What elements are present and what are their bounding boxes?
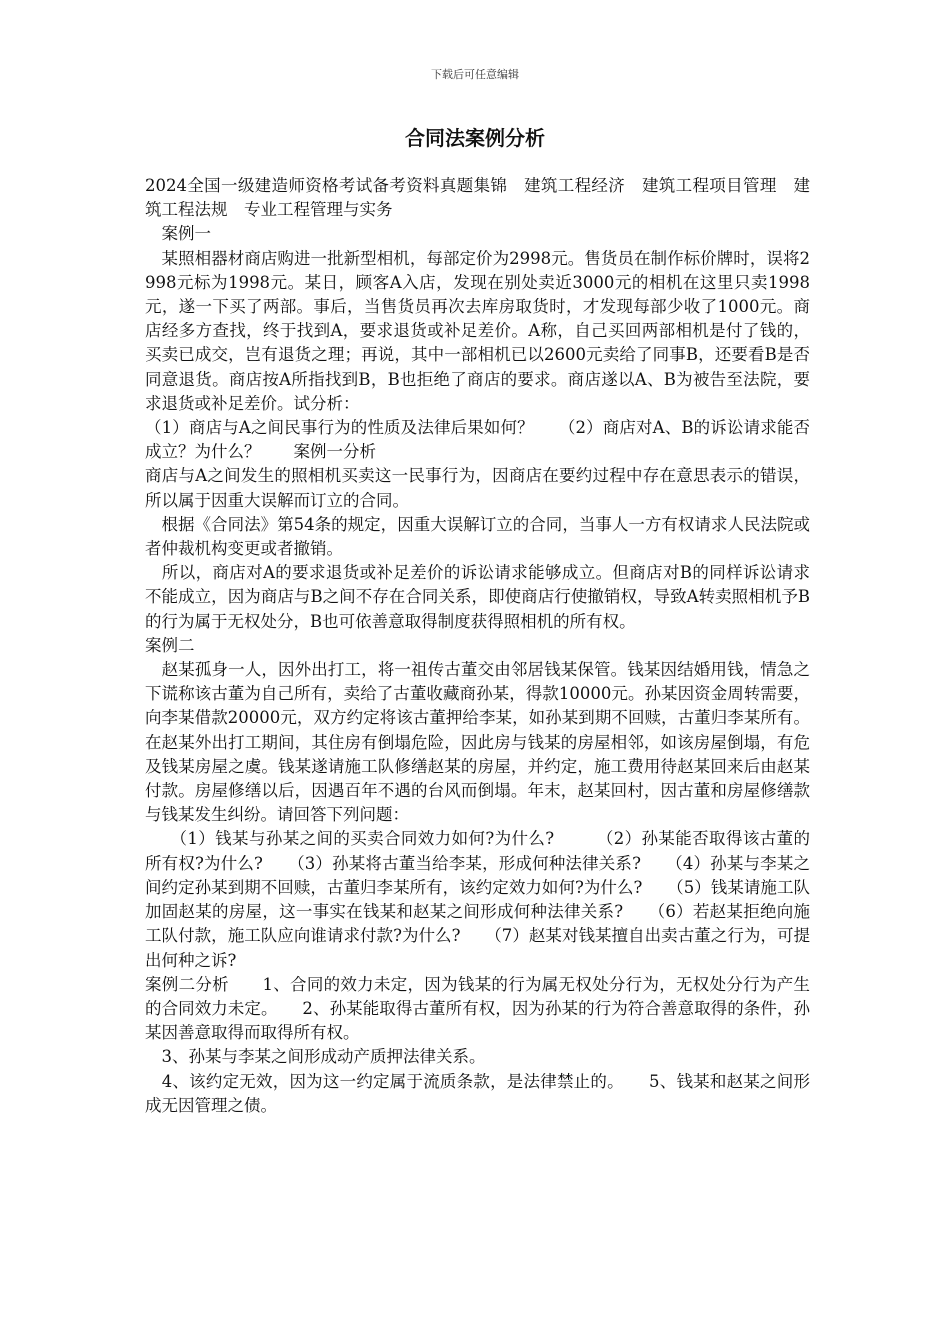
case-two-questions: （1）钱某与孙某之间的买卖合同效力如何?为什么? （2）孙某能否取得该古董的所有权?为什么? （3）孙某将古董当给李某，形成何种法律关系? （4）孙某与李某之间约定孙某到期不回赎，古董归李某所有，该约定效力如何?为什么? （5）钱某请施工队加固赵某的房屋，这一事实在钱某和赵某之间形成何种法律关系? （6）若赵某拒绝向施工队付款，施工队应向谁请求付款?为什么? （7）赵某对钱某擅自出卖古董之行为，可提出何种之诉? (145, 829, 810, 970)
case-one-heading: 案例一 (145, 224, 211, 244)
document-body (145, 174, 810, 1118)
case-one-analysis-1: 商店与A之间发生的照相机买卖这一民事行为，因商店在要约过程中存在意思表示的错误，所以属于因重大误解而订立的合同。 (145, 466, 810, 510)
case-two-heading: 案例二 (145, 635, 195, 655)
document-title: 合同法案例分析 (405, 126, 545, 150)
case-two-analysis-1: 案例二分析 1、合同的效力未定，因为钱某的行为属无权处分行为，无权处分行为产生的合同效力未定。 2、孙某能取得古董所有权，因为孙某的行为符合善意取得的条件，孙某因善意取得而取得所有权。 (145, 974, 810, 1043)
page-header: 下载后可任意编辑 (431, 68, 519, 81)
case-two-analysis-2: 3、孙某与李某之间形成动产质押法律关系。 (145, 1047, 486, 1067)
case-one-analysis-2: 根据《合同法》第54条的规定，因重大误解订立的合同，当事人一方有权请求人民法院或者仲裁机构变更或者撤销。 (145, 514, 810, 559)
case-one-text: 某照相器材商店购进一批新型相机，每部定价为2998元。售货员在制作标价牌时，误将2998元标为1998元。某日，顾客A入店，发现在别处卖近3000元的相机在这里只卖1998元，遂一下买了两部。事后，当售货员再次去库房取货时，才发现每部少收了1000元。商店经多方查找，终于找到A，要求退货或补足差价。A称，自己买回两部相机是付了钱的，买卖已成交，岂有退货之理；再说，其中一部相机已以2600元卖给了同事B，还要看B是否同意退货。商店按A所指找到B，B也拒绝了商店的要求。商店遂以A、B为被告至法院，要求退货或补足差价。试分析： (145, 248, 810, 413)
case-one-analysis-3: 所以，商店对A的要求退货或补足差价的诉讼请求能够成立。但商店对B的同样诉讼请求不能成立，因为商店与B之间不存在合同关系，即使商店行使撤销权，导致A转卖照相机予B的行为属于无权处分，B也可依善意取得制度获得照相机的所有权。 (145, 563, 810, 631)
case-two-analysis-3: 4、该约定无效，因为这一约定属于流质条款，是法律禁止的。 5、钱某和赵某之间形成无因管理之债。 (145, 1071, 810, 1115)
case-one-questions: （1）商店与A之间民事行为的性质及法律后果如何？ （2）商店对A、B的诉讼请求能否成立？为什么？ 案例一分析 (145, 418, 810, 462)
case-two-text: 赵某孤身一人，因外出打工，将一祖传古董交由邻居钱某保管。钱某因结婚用钱，情急之下谎称该古董为自己所有，卖给了古董收藏商孙某，得款10000元。孙某因资金周转需要，向李某借款20000元，双方约定将该古董押给李某，如孙某到期不回赎，古董归李某所有。在赵某外出打工期间，其住房有倒塌危险，因此房与钱某的房屋相邻，如该房屋倒塌，有危及钱某房屋之虞。钱某遂请施工队修缮赵某的房屋，并约定，施工费用待赵某回来后由赵某付款。房屋修缮以后，因遇百年不遇的台风而倒塌。年末，赵某回村，因古董和房屋修缮款与钱某发生纠纷。请回答下列问题： (145, 660, 810, 825)
paragraph-intro: 2024全国一级建造师资格考试备考资料真题集锦 建筑工程经济 建筑工程项目管理 建筑工程法规 专业工程管理与实务 (145, 176, 810, 220)
